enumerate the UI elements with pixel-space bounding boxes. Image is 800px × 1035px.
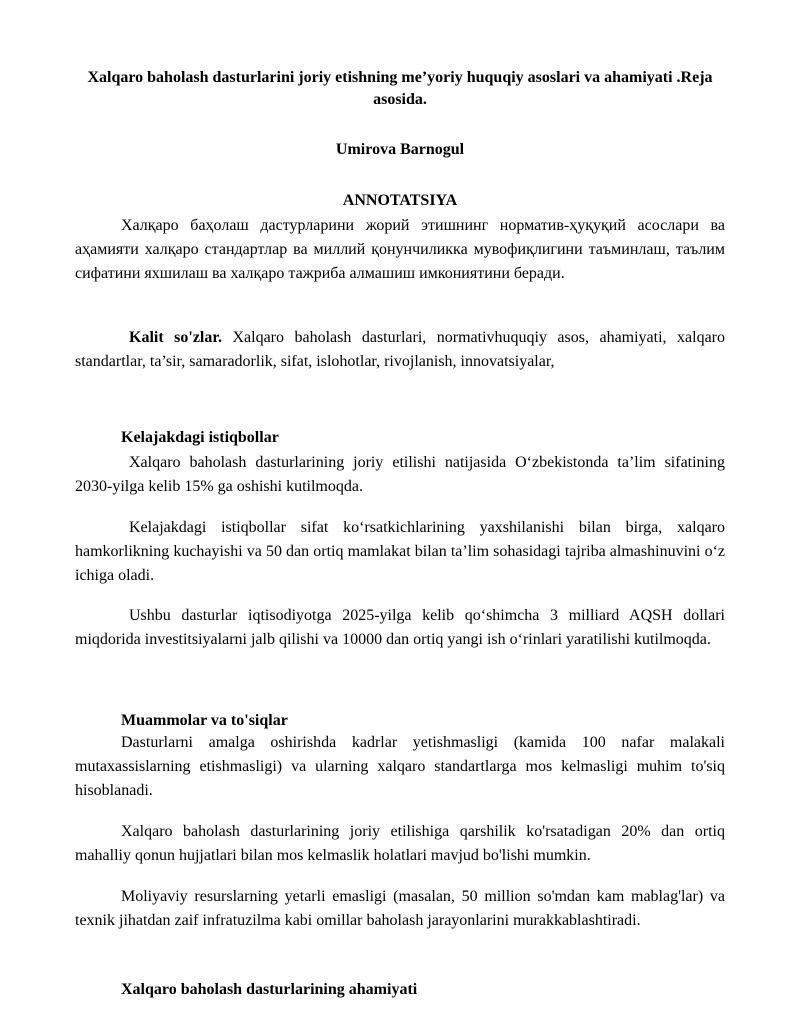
keywords-text: Xalqaro baholash dasturlari, normativhuquqiy asos, ahamiyati, xalqaro standartlar, ta’sir, samaradorlik, sifat, islohotlar, rivojlanish, innovatsiyalar, bbox=[75, 329, 726, 370]
section-heading-importance: Xalqaro baholash dasturlarining ahamiyati bbox=[121, 981, 418, 998]
document-title: Xalqaro baholash dasturlarini joriy etishning me’yoriy huquqiy asoslari va ahamiyati .Reja asosida. bbox=[87, 69, 713, 108]
paragraph: Moliyaviy resurslarning yetarli emasligi (masalan, 50 million so'mdan kam mablag'lar) va texnik jihatdan zaif infratuzilma kabi omillar baholash jarayonlarini murakkablashtiradi. bbox=[75, 888, 725, 929]
section-heading-problems: Muammolar va to'siqlar bbox=[121, 712, 288, 729]
annotation-heading: ANNOTATSIYA bbox=[342, 192, 458, 209]
author-name: Umirova Barnogul bbox=[335, 141, 465, 158]
paragraph: Xalqaro baholash dasturlarining joriy etilishiga qarshilik ko'rsatadigan 20% dan ortiq mahalliy qonun hujjatlari bilan mos kelmaslik holatlari mavjud bo'lishi mumkin. bbox=[75, 823, 725, 864]
paragraph: Dasturlarni amalga oshirishda kadrlar yetishmasligi (kamida 100 nafar malakali mutaxassislarning etishmasligi) va ularning xalqaro standartlarga mos kelmasligi muhim to'siq hisoblanadi. bbox=[75, 734, 725, 799]
keywords-paragraph bbox=[75, 326, 725, 374]
paragraph: Ushbu dasturlar iqtisodiyotga 2025-yilga kelib qo‘shimcha 3 milliard AQSH dollari miqdorida investitsiyalarni jalb qilishi va 10000 dan ortiq yangi ish o‘rinlari yaratilishi kutilmoqda. bbox=[75, 607, 725, 648]
paragraph: Xalqaro baholash dasturlarining joriy etilishi natijasida O‘zbekistonda ta’lim sifatining 2030-yilga kelib 15% ga oshishi kutilmoqda. bbox=[75, 454, 725, 495]
section-heading-future: Kelajakdagi istiqbollar bbox=[121, 429, 279, 446]
paragraph: Kelajakdagi istiqbollar sifat ko‘rsatkichlarining yaxshilanishi bilan birga, xalqaro hamkorlikning kuchayishi va 50 dan ortiq mamlakat bilan ta’lim sohasidagi tajriba almashinuvini o‘z ichiga oladi. bbox=[75, 519, 725, 584]
keywords-label: Kalit so'zlar. bbox=[129, 329, 222, 346]
annotation-text: Халқаро баҳолаш дастурларини жорий этишнинг норматив-ҳуқуқий асослари ва аҳамияти халқаро стандартлар ва миллий қонунчиликка мувофиқлигини таъминлаш, таълим сифатини яхшилаш ва халқаро тажриба алмашиш имкониятини беради. bbox=[75, 217, 725, 282]
